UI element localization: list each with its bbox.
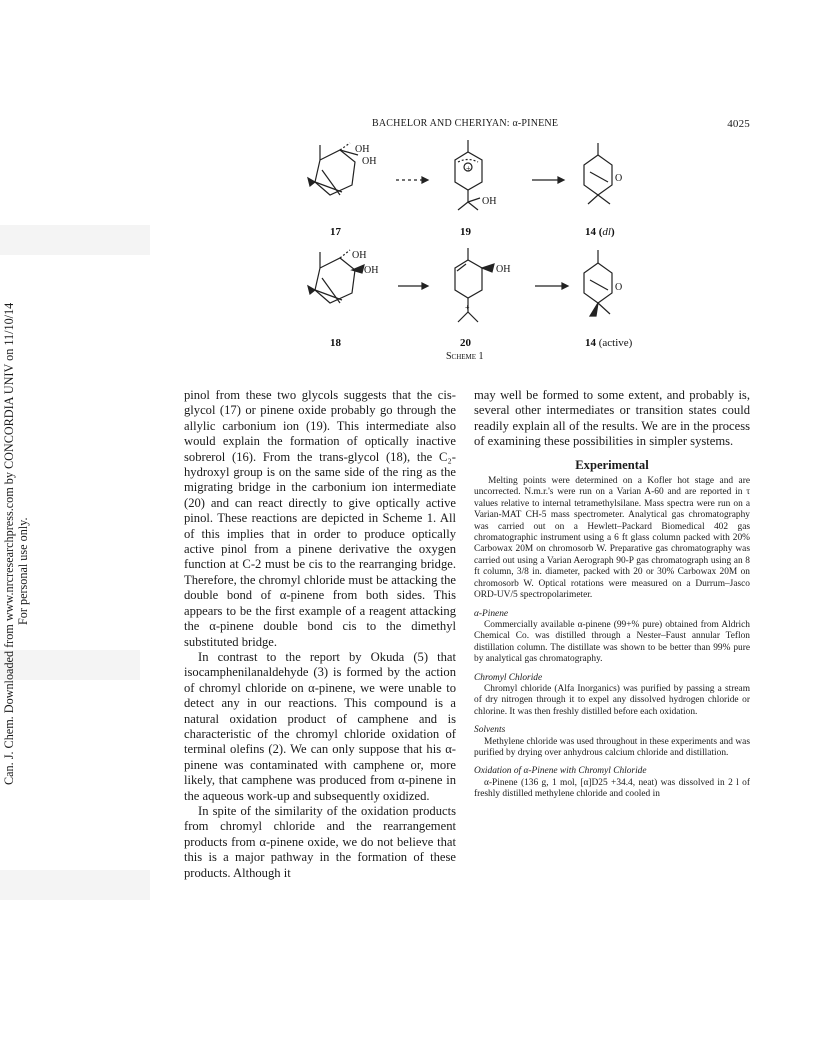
running-header <box>360 118 750 134</box>
download-notice-line2: For personal use only. <box>16 517 30 625</box>
download-notice <box>0 215 60 785</box>
substituent-oh: OH <box>496 264 511 275</box>
right-column <box>474 388 750 801</box>
subsection-title-pinene: α-Pinene <box>474 608 509 619</box>
structure-19 <box>455 140 482 210</box>
subsection-body-oxidation: α-Pinene (136 g, 1 mol, [α]D25 +34.4, neat) was dissolved in 2 l of freshly distilled methylene chloride and cooled in <box>474 777 750 800</box>
substituent-oh: OH <box>352 250 367 261</box>
compound-label-14dl: 14 (dl) <box>585 226 615 238</box>
subsection-body-solvents: Methylene chloride was used throughout in these experiments and was purified by drying over anhydrous calcium chloride and distillation. <box>474 736 750 758</box>
left-column <box>184 388 456 881</box>
scan-smudge <box>0 870 150 900</box>
compound-label-20: 20 <box>460 337 471 349</box>
page-number: 4025 <box>727 118 750 130</box>
compound-label-14active: 14 (active) <box>585 337 633 349</box>
experimental-body: Melting points were determined on a Kofler hot stage and are uncorrected. N.m.r.'s were run on a Varian A-60 and are reported in τ values relative to internal tetramethylsilane. Mass spectra were run on a Varian-MAT CH-5 mass spectrometer. Analytical gas chromatography was carried out on a Hewlett–Packard Biomedical 402 gas chromatographic instrument using a 6 ft glass column packed with 20% Carbowax 20M on chromosorb W. Preparative gas chromatography was carried out using a Varian Aerograph 90-P gas chromatograph using an 8 ft column, 3/8 in. diameter, packed with 20 or 30% Carbowax 20M on chromosorb W. Optical rotations were measured on a Durrum–Jasco ORD-UV/5 spectropolarimeter. <box>474 476 750 601</box>
compound-label-17: 17 <box>330 226 341 238</box>
compound-label-18: 18 <box>330 337 341 349</box>
left-paragraph-3: In spite of the similarity of the oxidation products from chromyl chloride and the rearrangement products from α-pinene oxide, we do not believe that this is a major pathway in the formation of these products. Although it <box>184 803 456 880</box>
subsection-title-chromyl-chloride: Chromyl Chloride <box>474 672 543 683</box>
scheme-1-drawing <box>300 140 650 365</box>
scheme-caption: Scheme 1 <box>446 351 484 362</box>
substituent-oh: OH <box>355 144 370 155</box>
structure-20 <box>455 248 494 322</box>
structure-17 <box>308 143 358 195</box>
scheme-1 <box>300 140 650 365</box>
cation-charge: + <box>466 164 471 173</box>
subsection-body-chromyl-chloride: Chromyl chloride (Alfa Inorganics) was purified by passing a stream of dry nitrogen through it to expel any dissolved hydrogen chloride or chlorine. It was then freshly distilled before each oxidation. <box>474 683 750 717</box>
compound-label-19: 19 <box>460 226 471 238</box>
structure-14-dl <box>584 143 612 204</box>
substituent-oh: OH <box>364 265 379 276</box>
ether-oxygen: O <box>615 282 623 293</box>
substituent-oh: OH <box>362 156 377 167</box>
right-paragraph-1: may well be formed to some extent, and probably is, several other intermediates or transition states could readily explain all of the results. We are in the process of examining these possibilities in simpler systems. <box>474 388 750 449</box>
download-notice-line1: Can. J. Chem. Downloaded from www.nrcresearchpress.com by CONCORDIA UNIV on 11/10/14 <box>2 302 16 785</box>
running-title: BACHELOR AND CHERIYAN: α-PINENE <box>372 118 559 129</box>
experimental-heading: Experimental <box>575 457 649 472</box>
ether-oxygen: O <box>615 173 623 184</box>
subsection-body-pinene: Commercially available α-pinene (99+% pure) obtained from Aldrich Chemical Co. was distilled through a Nester–Faust annular Teflon distillation column. The distillate was shown to be better than 99% pure by analytical gas chromatography. <box>474 619 750 665</box>
left-paragraph-1: pinol from these two glycols suggests that the cis-glycol (17) or pinene oxide probably go through the allylic carbonium ion (19). This intermediate also would explain the formation of optically inactive sobrerol (16). From the trans-glycol (18), the C₂-hydroxyl group is on the same side of the ring as the migrating bridge in the carbonium ion intermediate (20) and can react directly to give optically active pinol. These reactions are depicted in Scheme 1. All of this implies that in order to produce optically active pinol from a pinene derivative the oxygen function at C-2 must be cis to the rearranging bridge. Therefore, the chromyl chloride must be attacking the double bond of α-pinene from both sides. This appears to be the first example of a reagent attacking the α-pinene double bond cis to the dimethyl substituted bridge. <box>184 388 456 649</box>
cation-charge: + <box>465 303 470 312</box>
structure-14-active <box>584 250 612 316</box>
subsection-title-oxidation: Oxidation of α-Pinene with Chromyl Chloride <box>474 766 647 777</box>
left-paragraph-2: In contrast to the report by Okuda (5) that isocamphenilanaldehyde (3) is formed by the action of chromyl chloride on α-pinene, we were unable to detect any in our reactions. This compound is a natural oxidation product of camphene and is characteristic of the chromyl chloride oxidation of terminal olefins (2). We can only suppose that his α-pinene was contaminated with camphene or, more likely, that camphene was produced from α-pinene in the aqueous work-up and subsequently oxidized. <box>184 649 456 803</box>
substituent-oh: OH <box>482 196 497 207</box>
subsection-title-solvents: Solvents <box>474 725 506 736</box>
